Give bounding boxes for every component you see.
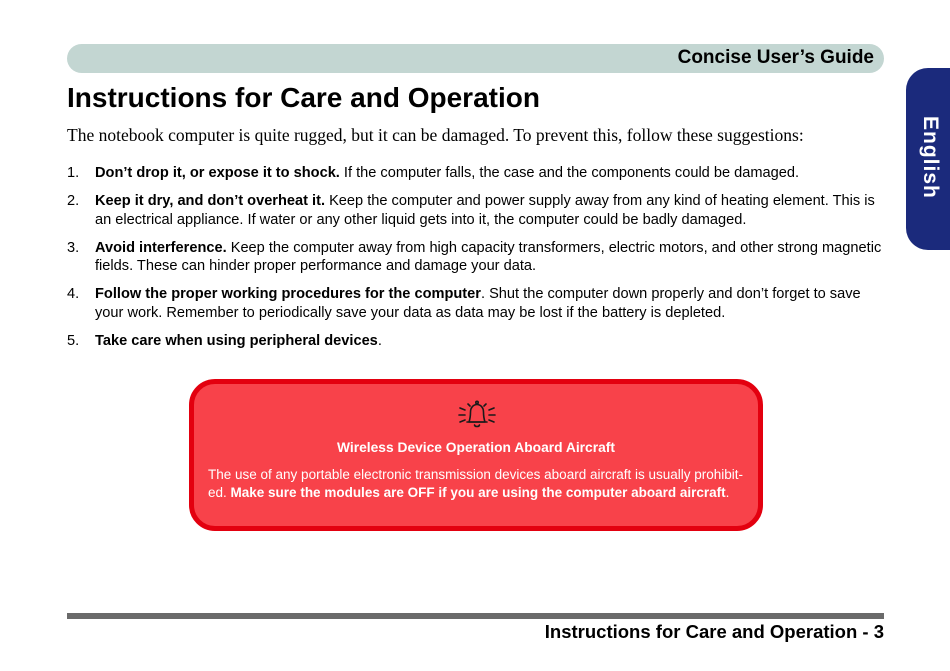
alarm-bell-icon	[456, 398, 498, 432]
list-item-heading: Don’t drop it, or expose it to shock.	[95, 165, 340, 181]
list-item	[67, 239, 883, 276]
list-item-text: Keep the computer and power supply away from any kind of heating element. This is an electrical appliance. If water or any other liquid gets into it, the computer could be badly damaged.	[95, 193, 875, 228]
list-item-text: .	[377, 332, 382, 349]
list-item	[67, 192, 883, 229]
warning-box	[189, 379, 763, 531]
header-bar	[67, 44, 884, 73]
page-title: Instructions for Care and Operation	[67, 82, 540, 113]
list-item-text: Keep the computer away from high capacity transformers, electric motors, and other strong magnetic fields. These can hinder proper performance and damage your data.	[95, 239, 882, 274]
list-item-heading: Take care when using peripheral devices	[95, 332, 378, 349]
footer-page-label: Instructions for Care and Operation - 3	[544, 621, 884, 642]
list-item	[67, 285, 883, 322]
warning-text-end: .	[725, 484, 730, 500]
language-tab-label: English	[919, 116, 942, 199]
guide-title: Concise User’s Guide	[677, 47, 874, 68]
intro-text: The notebook computer is quite rugged, but it can be damaged. To prevent this, follow these suggestions:	[67, 125, 804, 145]
list-item-number: 1.	[67, 165, 80, 181]
list-item-heading: Follow the proper working procedures for the computer	[95, 286, 481, 302]
list-item-number: 3.	[67, 239, 80, 256]
language-tab[interactable]	[906, 68, 950, 250]
footer-rule	[67, 613, 884, 619]
list-item-number: 4.	[67, 286, 80, 302]
warning-text	[208, 466, 753, 501]
list-item	[67, 164, 883, 183]
list-item-number: 5.	[67, 332, 80, 349]
warning-text-plain: The use of any portable electronic transmission devices aboard aircraft is usually prohibit-ed.	[208, 467, 744, 500]
list-item-heading: Avoid interference.	[95, 239, 227, 256]
list-item-text: . Shut the computer down properly and don’t forget to save your work. Remember to periodically save your data as data may be lost if the battery is depleted.	[95, 286, 861, 321]
list-item-number: 2.	[67, 193, 80, 209]
list-item-heading: Keep it dry, and don’t overheat it.	[95, 193, 326, 209]
warning-text-bold: Make sure the modules are OFF if you are using the computer aboard aircraft	[230, 484, 726, 500]
list-item	[67, 332, 883, 351]
warning-title: Wireless Device Operation Aboard Aircraft	[337, 440, 615, 455]
list-item-text: If the computer falls, the case and the components could be damaged.	[339, 165, 800, 181]
suggestion-list	[67, 164, 883, 360]
